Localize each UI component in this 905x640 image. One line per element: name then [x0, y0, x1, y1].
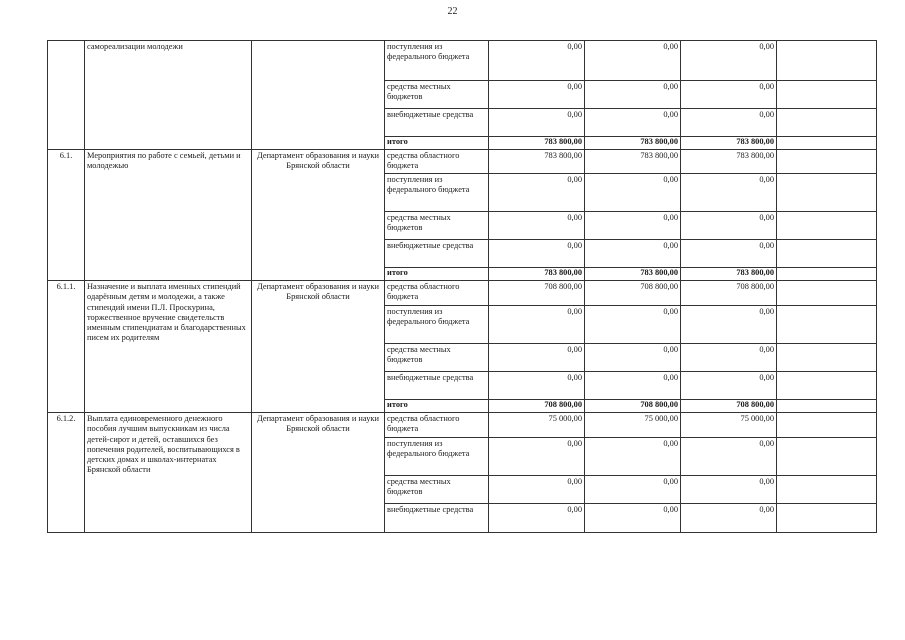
amount-year-3: 0,00: [681, 476, 777, 504]
budget-table-body: [48, 41, 877, 533]
amount-year-2: 0,00: [585, 174, 681, 212]
funding-source: средства местных бюджетов: [385, 476, 489, 504]
amount-year-3: 0,00: [681, 109, 777, 137]
funding-source: внебюджетные средства: [385, 109, 489, 137]
extra-column-cell: [777, 400, 877, 413]
amount-year-2: 0,00: [585, 372, 681, 400]
amount-year-2: 783 800,00: [585, 268, 681, 281]
funding-source: поступления из федерального бюджета: [385, 438, 489, 476]
amount-year-3: 0,00: [681, 344, 777, 372]
funding-source: средства местных бюджетов: [385, 81, 489, 109]
amount-year-1: 0,00: [489, 306, 585, 344]
funding-source: поступления из федерального бюджета: [385, 174, 489, 212]
item-number: 6.1.1.: [48, 281, 85, 413]
amount-year-2: 0,00: [585, 344, 681, 372]
budget-table: [47, 40, 877, 533]
amount-year-1: 0,00: [489, 109, 585, 137]
amount-year-1: 0,00: [489, 81, 585, 109]
table-row: [48, 41, 877, 81]
extra-column-cell: [777, 174, 877, 212]
funding-source: внебюджетные средства: [385, 240, 489, 268]
funding-source: итого: [385, 400, 489, 413]
amount-year-2: 0,00: [585, 109, 681, 137]
amount-year-1: 0,00: [489, 438, 585, 476]
extra-column-cell: [777, 476, 877, 504]
item-name: самореализации молодежи: [85, 41, 252, 150]
amount-year-1: 708 800,00: [489, 281, 585, 306]
table-row: [48, 150, 877, 174]
amount-year-1: 783 800,00: [489, 150, 585, 174]
extra-column-cell: [777, 109, 877, 137]
table-row: [48, 281, 877, 306]
extra-column-cell: [777, 41, 877, 81]
amount-year-3: 0,00: [681, 372, 777, 400]
amount-year-2: 0,00: [585, 81, 681, 109]
amount-year-3: 0,00: [681, 438, 777, 476]
amount-year-3: 0,00: [681, 306, 777, 344]
amount-year-2: 708 800,00: [585, 281, 681, 306]
amount-year-2: 783 800,00: [585, 137, 681, 150]
extra-column-cell: [777, 212, 877, 240]
amount-year-2: 0,00: [585, 306, 681, 344]
responsible-executor: Департамент образования и науки Брянской области: [252, 150, 385, 281]
item-number: [48, 41, 85, 150]
funding-source: итого: [385, 268, 489, 281]
amount-year-1: 0,00: [489, 476, 585, 504]
responsible-executor: [252, 41, 385, 150]
responsible-executor: Департамент образования и науки Брянской области: [252, 281, 385, 413]
amount-year-3: 0,00: [681, 212, 777, 240]
amount-year-1: 0,00: [489, 41, 585, 81]
extra-column-cell: [777, 281, 877, 306]
amount-year-1: 0,00: [489, 174, 585, 212]
funding-source: итого: [385, 137, 489, 150]
extra-column-cell: [777, 438, 877, 476]
funding-source: средства областного бюджета: [385, 281, 489, 306]
amount-year-1: 783 800,00: [489, 268, 585, 281]
funding-source: средства областного бюджета: [385, 413, 489, 438]
table-row: [48, 413, 877, 438]
amount-year-1: 0,00: [489, 372, 585, 400]
amount-year-1: 75 000,00: [489, 413, 585, 438]
item-number: 6.1.: [48, 150, 85, 281]
amount-year-3: 0,00: [681, 504, 777, 533]
extra-column-cell: [777, 413, 877, 438]
funding-source: внебюджетные средства: [385, 372, 489, 400]
amount-year-3: 0,00: [681, 240, 777, 268]
extra-column-cell: [777, 268, 877, 281]
item-name: Мероприятия по работе с семьей, детьми и молодежью: [85, 150, 252, 281]
item-number: 6.1.2.: [48, 413, 85, 533]
amount-year-3: 783 800,00: [681, 150, 777, 174]
amount-year-2: 708 800,00: [585, 400, 681, 413]
amount-year-1: 708 800,00: [489, 400, 585, 413]
amount-year-2: 0,00: [585, 476, 681, 504]
amount-year-2: 0,00: [585, 438, 681, 476]
page-number: 22: [447, 6, 458, 17]
amount-year-3: 783 800,00: [681, 268, 777, 281]
amount-year-2: 0,00: [585, 240, 681, 268]
funding-source: поступления из федерального бюджета: [385, 41, 489, 81]
amount-year-1: 0,00: [489, 240, 585, 268]
amount-year-1: 0,00: [489, 212, 585, 240]
funding-source: средства местных бюджетов: [385, 344, 489, 372]
funding-source: средства местных бюджетов: [385, 212, 489, 240]
extra-column-cell: [777, 81, 877, 109]
amount-year-1: 0,00: [489, 344, 585, 372]
funding-source: внебюджетные средства: [385, 504, 489, 533]
amount-year-1: 783 800,00: [489, 137, 585, 150]
extra-column-cell: [777, 306, 877, 344]
amount-year-2: 0,00: [585, 504, 681, 533]
extra-column-cell: [777, 137, 877, 150]
extra-column-cell: [777, 344, 877, 372]
amount-year-1: 0,00: [489, 504, 585, 533]
amount-year-3: 0,00: [681, 174, 777, 212]
funding-source: поступления из федерального бюджета: [385, 306, 489, 344]
amount-year-3: 708 800,00: [681, 281, 777, 306]
amount-year-2: 0,00: [585, 41, 681, 81]
amount-year-3: 0,00: [681, 41, 777, 81]
amount-year-2: 783 800,00: [585, 150, 681, 174]
extra-column-cell: [777, 240, 877, 268]
item-name: Выплата единовременного денежного пособия лучшим выпускникам из числа детей-сирот и детей, оставшихся без попечения родителей, воспитывающихся в детских домах и школах-интернатах Брянской области: [85, 413, 252, 533]
amount-year-2: 0,00: [585, 212, 681, 240]
amount-year-2: 75 000,00: [585, 413, 681, 438]
item-name: Назначение и выплата именных стипендий одарённым детям и молодежи, а также стипендий имени П.Л. Проскурина, торжественное вручение свидетельств именным стипендиатам и благодарственных писем их родителям: [85, 281, 252, 413]
responsible-executor: Департамент образования и науки Брянской области: [252, 413, 385, 533]
extra-column-cell: [777, 504, 877, 533]
amount-year-3: 75 000,00: [681, 413, 777, 438]
amount-year-3: 708 800,00: [681, 400, 777, 413]
amount-year-3: 0,00: [681, 81, 777, 109]
extra-column-cell: [777, 150, 877, 174]
extra-column-cell: [777, 372, 877, 400]
funding-source: средства областного бюджета: [385, 150, 489, 174]
amount-year-3: 783 800,00: [681, 137, 777, 150]
